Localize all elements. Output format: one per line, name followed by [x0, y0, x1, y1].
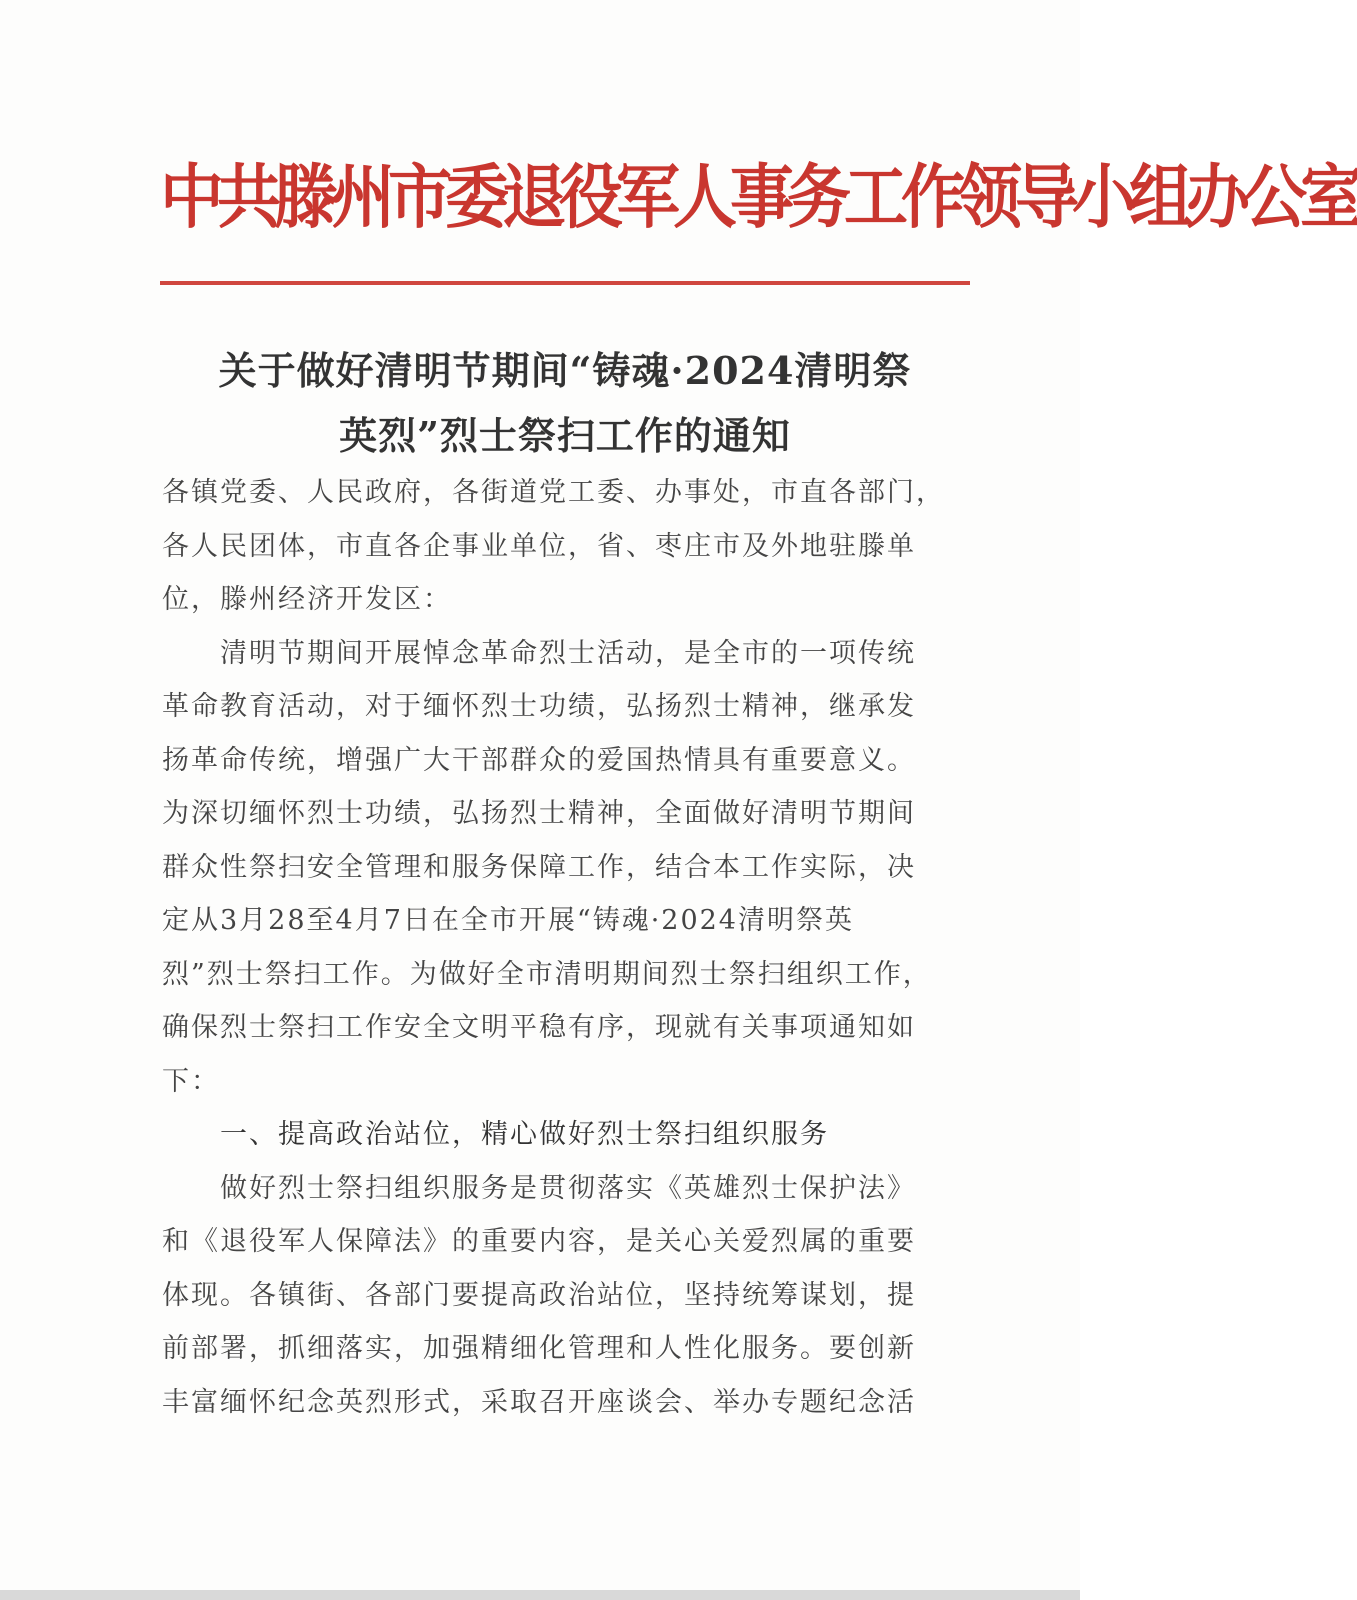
- document-title-line: 关于做好清明节期间“铸魂·2024清明祭: [218, 348, 912, 393]
- paragraph-line: 下：: [162, 1065, 220, 1097]
- addressee-line: 各镇党委、人民政府，各街道党工委、办事处，市直各部门，: [162, 477, 945, 508]
- paragraph-line: 烈”烈士祭扫工作。为做好全市清明期间烈士祭扫组织工作，: [162, 958, 932, 990]
- paragraph-line: 确保烈士祭扫工作安全文明平稳有序，现就有关事项通知如: [162, 1012, 916, 1043]
- paragraph-line: 和《退役军人保障法》的重要内容，是关心关爱烈属的重要: [162, 1226, 916, 1257]
- addressee-line: 位，滕州经济开发区：: [162, 584, 452, 615]
- section-heading: 一、提高政治站位，精心做好烈士祭扫组织服务: [220, 1119, 829, 1150]
- paragraph-line: 定从3月28至4月7日在全市开展“铸魂·2024清明祭英: [162, 905, 854, 936]
- paragraph-line: 清明节期间开展悼念革命烈士活动，是全市的一项传统: [220, 637, 916, 669]
- paragraph-line: 做好烈士祭扫组织服务是贯彻落实《英雄烈士保护法》: [220, 1172, 916, 1204]
- paragraph-line: 前部署，抓细落实，加强精细化管理和人性化服务。要创新: [162, 1333, 916, 1364]
- document-title-line: 英烈”烈士祭扫工作的通知: [339, 413, 791, 458]
- paragraph-line: 扬革命传统，增强广大干部群众的爱国热情具有重要意义。: [162, 744, 916, 776]
- paragraph-line: 革命教育活动，对于缅怀烈士功绩，弘扬烈士精神，继承发: [162, 691, 916, 722]
- red-header-rule: [160, 281, 970, 285]
- bottom-edge-bar: [0, 1590, 1080, 1600]
- paragraph-line: 为深切缅怀烈士功绩，弘扬烈士精神，全面做好清明节期间: [162, 798, 916, 829]
- paragraph-line: 丰富缅怀纪念英烈形式，采取召开座谈会、举办专题纪念活: [162, 1386, 916, 1418]
- addressee-line: 各人民团体，市直各企事业单位，省、枣庄市及外地驻滕单: [162, 530, 916, 562]
- document-body: [162, 466, 972, 1429]
- paragraph-line: 体现。各镇街、各部门要提高政治站位，坚持统筹谋划，提: [162, 1279, 916, 1311]
- issuing-organization-header: 中共滕州市委退役军人事务工作领导小组办公室: [160, 158, 1357, 239]
- paragraph-line: 群众性祭扫安全管理和服务保障工作，结合本工作实际，决: [162, 851, 916, 883]
- document-title: [160, 338, 970, 468]
